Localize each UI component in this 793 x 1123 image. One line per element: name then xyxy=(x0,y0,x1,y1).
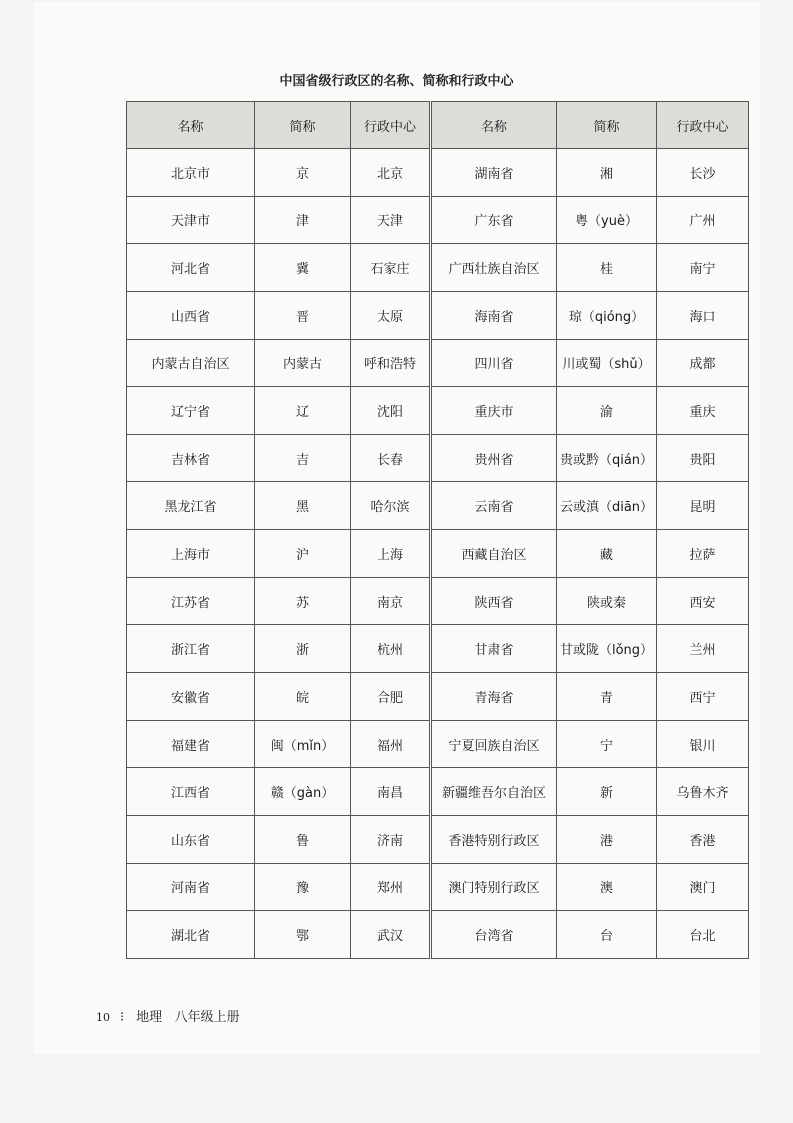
header-row xyxy=(127,102,749,149)
column-header: 名称 xyxy=(127,102,255,149)
table-cell: 香港特别行政区 xyxy=(431,815,557,863)
table-cell: 河北省 xyxy=(127,244,255,292)
table-cell: 福州 xyxy=(351,720,431,768)
table-cell: 河南省 xyxy=(127,863,255,911)
table-cell: 南昌 xyxy=(351,768,431,816)
table-cell: 长春 xyxy=(351,434,431,482)
table-cell: 津 xyxy=(255,196,351,244)
table-cell: 陕西省 xyxy=(431,577,557,625)
table-cell: 鄂 xyxy=(255,911,351,959)
table-cell: 粤（yuè） xyxy=(557,196,657,244)
table-cell: 甘肃省 xyxy=(431,625,557,673)
table-cell: 川或蜀（shǔ） xyxy=(557,339,657,387)
table-cell: 昆明 xyxy=(657,482,749,530)
table-cell: 兰州 xyxy=(657,625,749,673)
table-cell: 黑 xyxy=(255,482,351,530)
table-cell: 广西壮族自治区 xyxy=(431,244,557,292)
column-header: 行政中心 xyxy=(351,102,431,149)
table-cell: 郑州 xyxy=(351,863,431,911)
table-row xyxy=(127,863,749,911)
table-cell: 北京市 xyxy=(127,149,255,197)
table-cell: 海口 xyxy=(657,291,749,339)
table-row xyxy=(127,434,749,482)
table-cell: 皖 xyxy=(255,673,351,721)
table-cell: 北京 xyxy=(351,149,431,197)
table-row xyxy=(127,815,749,863)
table-cell: 琼（qióng） xyxy=(557,291,657,339)
table-cell: 澳门特别行政区 xyxy=(431,863,557,911)
table-cell: 云或滇（diān） xyxy=(557,482,657,530)
table-cell: 贵阳 xyxy=(657,434,749,482)
table-row xyxy=(127,482,749,530)
table-cell: 西安 xyxy=(657,577,749,625)
table-cell: 呼和浩特 xyxy=(351,339,431,387)
table-cell: 西宁 xyxy=(657,673,749,721)
column-header: 简称 xyxy=(255,102,351,149)
table-cell: 沪 xyxy=(255,530,351,578)
table-cell: 湖南省 xyxy=(431,149,557,197)
table-cell: 吉林省 xyxy=(127,434,255,482)
table-cell: 海南省 xyxy=(431,291,557,339)
table-cell: 甘或陇（lǒng） xyxy=(557,625,657,673)
column-header: 名称 xyxy=(431,102,557,149)
table-title: 中国省级行政区的名称、简称和行政中心 xyxy=(279,74,514,89)
table-cell: 桂 xyxy=(557,244,657,292)
table-cell: 浙江省 xyxy=(127,625,255,673)
table-cell: 新疆维吾尔自治区 xyxy=(431,768,557,816)
table-cell: 山西省 xyxy=(127,291,255,339)
table-cell: 广州 xyxy=(657,196,749,244)
table-cell: 南京 xyxy=(351,577,431,625)
table-cell: 吉 xyxy=(255,434,351,482)
table-cell: 台湾省 xyxy=(431,911,557,959)
table-cell: 安徽省 xyxy=(127,673,255,721)
table-row xyxy=(127,673,749,721)
table-cell: 澳 xyxy=(557,863,657,911)
table-cell: 武汉 xyxy=(351,911,431,959)
table-cell: 豫 xyxy=(255,863,351,911)
page-number: 10 xyxy=(96,1011,110,1024)
table-cell: 陕或秦 xyxy=(557,577,657,625)
table-cell: 南宁 xyxy=(657,244,749,292)
table-cell: 沈阳 xyxy=(351,387,431,435)
page-footer xyxy=(96,1006,240,1025)
table-cell: 重庆 xyxy=(657,387,749,435)
table-cell: 西藏自治区 xyxy=(431,530,557,578)
table-row xyxy=(127,291,749,339)
table-cell: 四川省 xyxy=(431,339,557,387)
column-header: 简称 xyxy=(557,102,657,149)
table-cell: 浙 xyxy=(255,625,351,673)
table-cell: 成都 xyxy=(657,339,749,387)
provinces-table xyxy=(126,101,749,959)
table-cell: 渝 xyxy=(557,387,657,435)
table-row xyxy=(127,339,749,387)
table-cell: 港 xyxy=(557,815,657,863)
table-cell: 贵州省 xyxy=(431,434,557,482)
table-cell: 上海 xyxy=(351,530,431,578)
table-cell: 拉萨 xyxy=(657,530,749,578)
table-cell: 合肥 xyxy=(351,673,431,721)
table-cell: 太原 xyxy=(351,291,431,339)
table-cell: 青 xyxy=(557,673,657,721)
table-cell: 天津市 xyxy=(127,196,255,244)
table-cell: 江苏省 xyxy=(127,577,255,625)
table-cell: 香港 xyxy=(657,815,749,863)
table-cell: 宁夏回族自治区 xyxy=(431,720,557,768)
table-cell: 广东省 xyxy=(431,196,557,244)
table-cell: 新 xyxy=(557,768,657,816)
table-cell: 湘 xyxy=(557,149,657,197)
footer-subject: 地理 xyxy=(136,1010,163,1025)
table-cell: 贵或黔（qián） xyxy=(557,434,657,482)
table-cell: 杭州 xyxy=(351,625,431,673)
table-row xyxy=(127,625,749,673)
table-row xyxy=(127,149,749,197)
table-cell: 青海省 xyxy=(431,673,557,721)
table-cell: 台北 xyxy=(657,911,749,959)
table-cell: 黑龙江省 xyxy=(127,482,255,530)
table-row xyxy=(127,911,749,959)
table-cell: 济南 xyxy=(351,815,431,863)
table-row xyxy=(127,244,749,292)
table-cell: 冀 xyxy=(255,244,351,292)
table-cell: 澳门 xyxy=(657,863,749,911)
table-cell: 鲁 xyxy=(255,815,351,863)
column-header: 行政中心 xyxy=(657,102,749,149)
table-cell: 哈尔滨 xyxy=(351,482,431,530)
table-cell: 晋 xyxy=(255,291,351,339)
table-cell: 云南省 xyxy=(431,482,557,530)
table-cell: 天津 xyxy=(351,196,431,244)
table-cell: 石家庄 xyxy=(351,244,431,292)
table-cell: 赣（gàn） xyxy=(255,768,351,816)
table-cell: 重庆市 xyxy=(431,387,557,435)
table-row xyxy=(127,387,749,435)
table-cell: 辽宁省 xyxy=(127,387,255,435)
table-cell: 福建省 xyxy=(127,720,255,768)
table-cell: 宁 xyxy=(557,720,657,768)
table-cell: 京 xyxy=(255,149,351,197)
table-cell: 内蒙古自治区 xyxy=(127,339,255,387)
table-cell: 藏 xyxy=(557,530,657,578)
table-cell: 苏 xyxy=(255,577,351,625)
table-cell: 山东省 xyxy=(127,815,255,863)
table-row xyxy=(127,196,749,244)
table-cell: 内蒙古 xyxy=(255,339,351,387)
table-cell: 台 xyxy=(557,911,657,959)
table-cell: 湖北省 xyxy=(127,911,255,959)
table-cell: 上海市 xyxy=(127,530,255,578)
table-cell: 长沙 xyxy=(657,149,749,197)
table-cell: 辽 xyxy=(255,387,351,435)
table-cell: 乌鲁木齐 xyxy=(657,768,749,816)
table-cell: 银川 xyxy=(657,720,749,768)
table-row xyxy=(127,530,749,578)
table-row xyxy=(127,768,749,816)
footer-divider: ⁝ xyxy=(120,1010,125,1025)
table-cell: 闽（mǐn） xyxy=(255,720,351,768)
table-row xyxy=(127,720,749,768)
footer-grade: 八年级上册 xyxy=(174,1010,240,1025)
table-cell: 江西省 xyxy=(127,768,255,816)
table-row xyxy=(127,577,749,625)
